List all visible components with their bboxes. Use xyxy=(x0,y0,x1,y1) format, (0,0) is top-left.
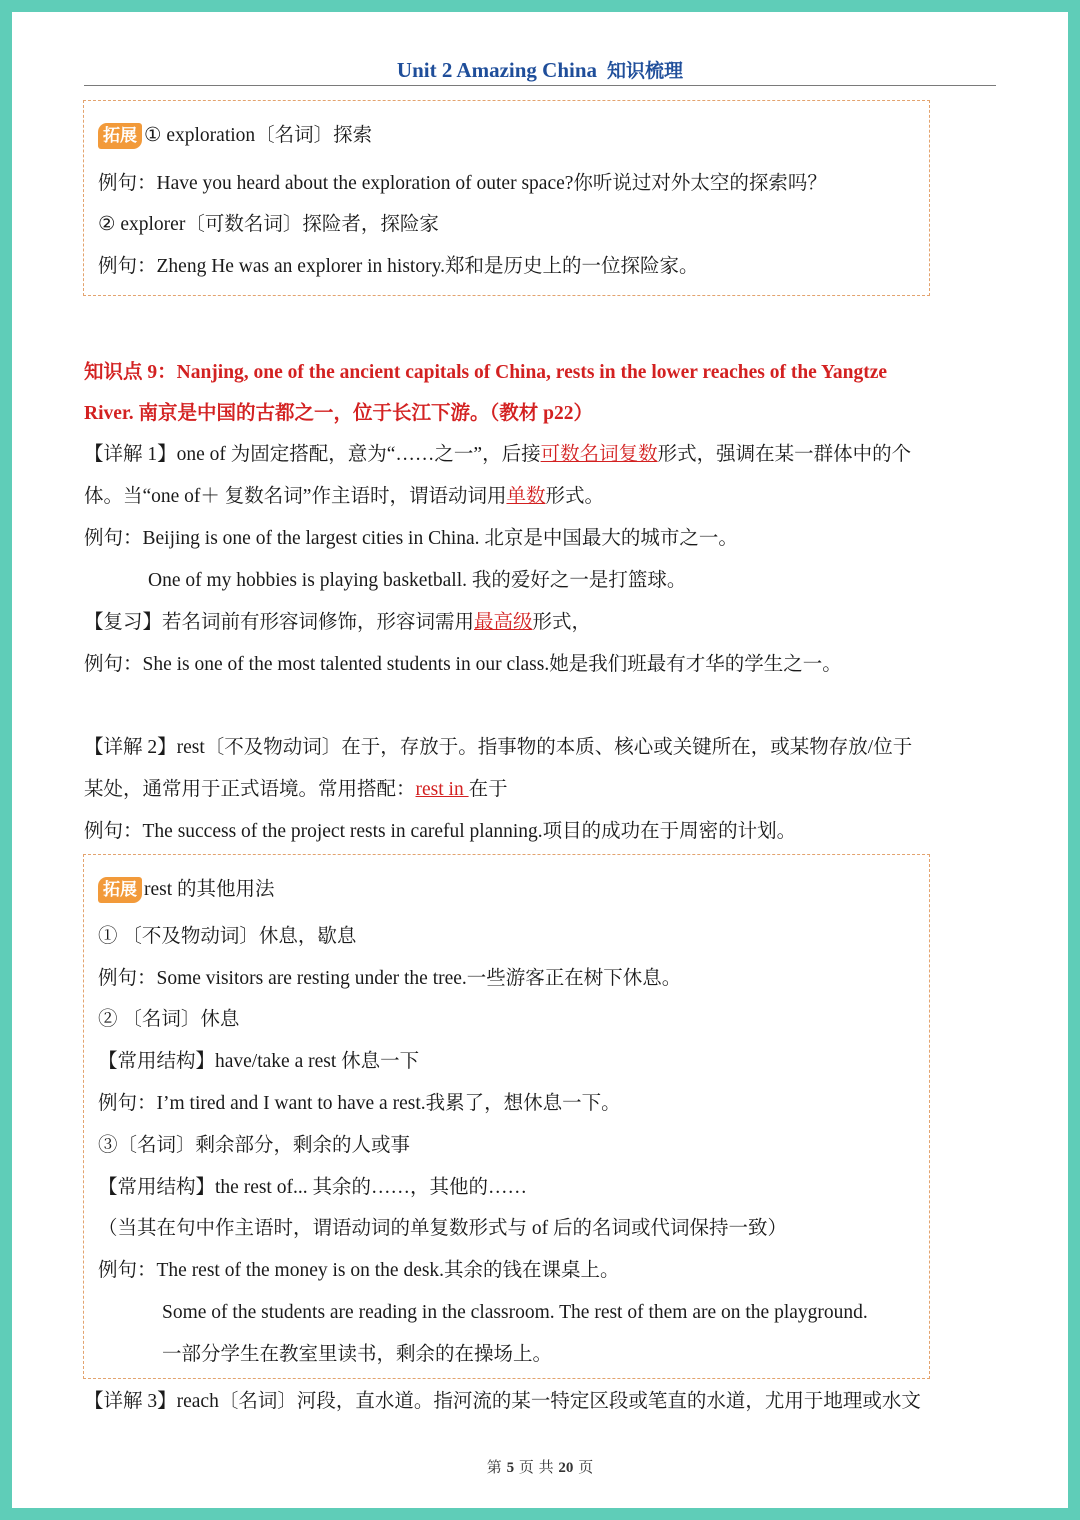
box2-line8: 【常用结构】the rest of... 其余的……，其他的…… xyxy=(98,1177,527,1198)
box1-line3: ② explorer〔可数名词〕探险者，探险家 xyxy=(98,214,439,235)
review-line: 【复习】若名词前有形容词修饰，形容词需用最高级形式， xyxy=(84,612,592,633)
detail2-line2: 某处，通常用于正式语境。常用搭配：rest in 在于 xyxy=(84,779,508,800)
underline-singular: 单数 xyxy=(506,486,546,507)
total-page-count: 20 xyxy=(558,1460,574,1476)
detail1-example2: One of my hobbies is playing basketball. 我的爱好之一是打篮球。 xyxy=(148,570,687,591)
header-title-cn: 知识梳理 xyxy=(607,60,684,82)
page-header xyxy=(12,56,1068,83)
detail2-example: 例句：The success of the project rests in careful planning.项目的成功在于周密的计划。 xyxy=(84,821,797,842)
header-title-en: Unit 2 Amazing China xyxy=(396,58,598,82)
underline-rest-in: rest in xyxy=(415,779,469,800)
detail1-example1: 例句：Beijing is one of the largest cities in China. 北京是中国最大的城市之一。 xyxy=(84,528,738,549)
box2-line3: 例句：Some visitors are resting under the tree.一些游客正在树下休息。 xyxy=(98,968,682,989)
box2-line10: 例句：The rest of the money is on the desk.其余的钱在课桌上。 xyxy=(98,1260,620,1281)
review-example: 例句：She is one of the most talented students in our class.她是我们班最有才华的学生之一。 xyxy=(84,654,842,675)
extension-tag-icon: 拓展 xyxy=(98,123,142,149)
underline-plural-noun: 可数名词复数 xyxy=(540,444,658,465)
box2-line6: 例句：I’m tired and I want to have a rest.我累了，想休息一下。 xyxy=(98,1093,621,1114)
box2-line4: ② 〔名词〕休息 xyxy=(98,1009,240,1030)
box1-example2: 例句：Zheng He was an explorer in history.郑和是历史上的一位探险家。 xyxy=(98,256,699,277)
box2-line7: ③〔名词〕剩余部分，剩余的人或事 xyxy=(98,1135,411,1156)
box1-example1: 例句：Have you heard about the exploration of outer space?你听说过对外太空的探索吗？ xyxy=(98,173,827,194)
detail2-line1: 【详解 2】rest〔不及物动词〕在于，存放于。指事物的本质、核心或关键所在，或某物存放/位于 xyxy=(84,737,913,758)
box2-line12: 一部分学生在教室里读书，剩余的在操场上。 xyxy=(162,1344,553,1365)
detail1-line1: 【详解 1】one of 为固定搭配，意为“……之一”，后接可数名词复数形式，强调在某一群体中的个 xyxy=(84,444,912,465)
box1-line1: 拓展 ① exploration〔名词〕探索 xyxy=(98,122,372,150)
current-page-number: 5 xyxy=(506,1460,515,1476)
header-divider xyxy=(84,85,996,86)
box2-line2: ① 〔不及物动词〕休息，歇息 xyxy=(98,926,357,947)
box2-line5: 【常用结构】have/take a rest 休息一下 xyxy=(98,1051,420,1072)
knowledge-point-9-line1: 知识点 9：Nanjing, one of the ancient capitals of China, rests in the lower reaches of the Yangtze xyxy=(84,362,888,383)
detail3-line1: 【详解 3】reach〔名词〕河段，直水道。指河流的某一特定区段或笔直的水道，尤用于地理或水文 xyxy=(84,1391,921,1412)
extension-tag-icon: 拓展 xyxy=(98,877,142,903)
detail1-line2: 体。当“one of＋ 复数名词”作主语时，谓语动词用单数形式。 xyxy=(84,486,604,507)
box2-line1: 拓展 rest 的其他用法 xyxy=(98,876,275,904)
underline-superlative: 最高级 xyxy=(474,612,533,633)
document-page xyxy=(12,12,1068,1508)
page-footer: 第 5 页 共 20 页 xyxy=(486,1458,594,1476)
knowledge-point-9-line2: River. 南京是中国的古都之一，位于长江下游。（教材 p22） xyxy=(84,403,593,424)
box2-line9: （当其在句中作主语时，谓语动词的单复数形式与 of 后的名词或代词保持一致） xyxy=(98,1218,787,1239)
box2-line11: Some of the students are reading in the classroom. The rest of them are on the playground. xyxy=(162,1302,868,1323)
